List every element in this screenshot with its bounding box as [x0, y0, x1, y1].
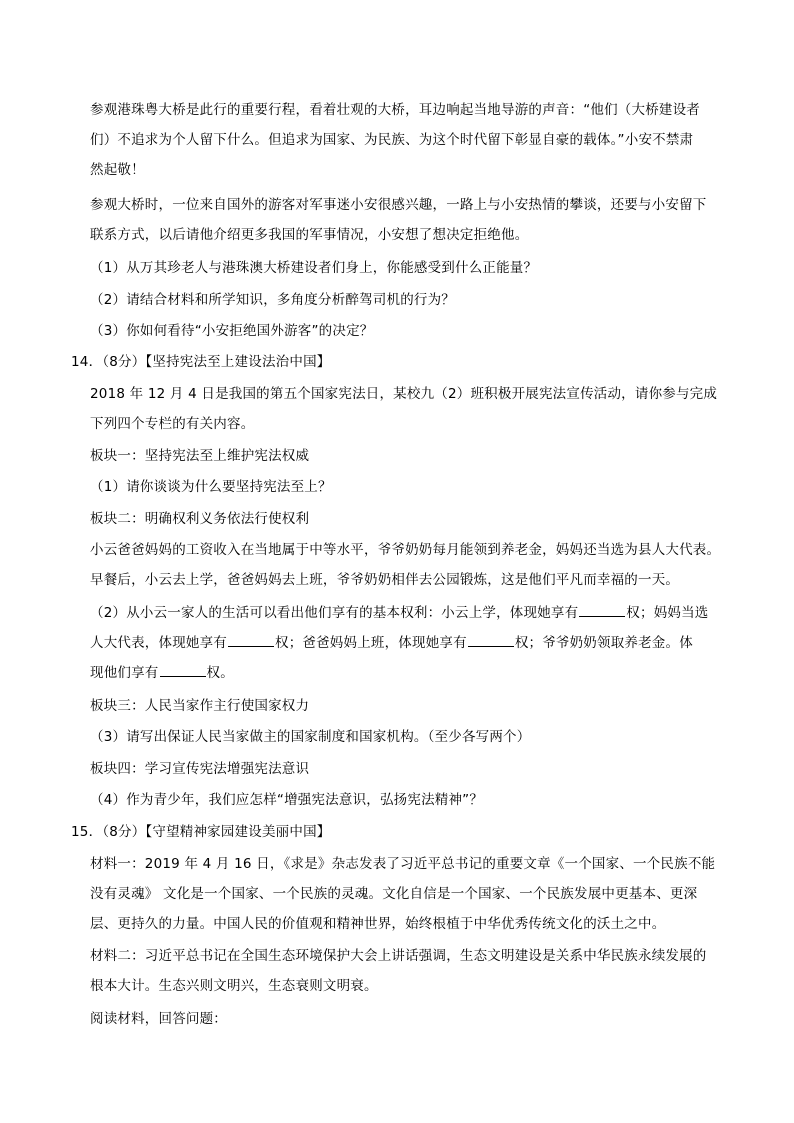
q15-material1-line1: 材料一：2019 年 4 月 16 日，《求是》杂志发表了习近平总书记的重要文章《一个国家、一个民族不能: [90, 856, 716, 872]
q14-intro-line1: 2018 年 12 月 4 日是我国的第五个国家宪法日，某校九（2）班积极开展宪法宣传活动，请你参与完成: [90, 386, 718, 402]
q14-intro-line2: 下列四个专栏的有关内容。: [90, 416, 255, 432]
q14-q2-text-e: 权；爷爷奶奶领取养老金。体: [514, 635, 693, 651]
q14-q2-text-c: 人大代表，体现她享有: [90, 635, 227, 651]
q14-q2-text-a: （2）从小云一家人的生活可以看出他们享有的基本权利：小云上学，体现她享有: [90, 605, 579, 621]
q14-block3-title: 板块三：人民当家作主行使国家权力: [90, 698, 310, 714]
q15-material1-line3: 层、更持久的力量。中国人民的价值观和精神世界，始终根植于中华优秀传统文化的沃土之中。: [90, 916, 666, 932]
q14-block2-question-line1: [90, 603, 709, 623]
q14-block3-question: （3）请写出保证人民当家做主的国家制度和国家机构。（至少各写两个）: [90, 729, 531, 745]
q13-question1: （1）从万其珍老人与港珠澳大桥建设者们身上，你能感受到什么正能量？: [90, 260, 538, 276]
q14-block2-text-line2: 早餐后，小云去上学，爸爸妈妈去上班，爷爷奶奶相伴去公园锻炼，这是他们平凡而幸福的一天。: [90, 572, 680, 588]
q14-block2-question-line3: [90, 663, 234, 683]
answer-blank-3[interactable]: [468, 633, 514, 647]
q14-q2-text-d: 权；爸爸妈妈上班，体现她享有: [275, 635, 467, 651]
q14-block2-title: 板块二：明确权利义务依法行使权利: [90, 511, 310, 527]
q15-material2-line2: 根本大计。生态兴则文明兴，生态衰则文明衰。: [90, 978, 378, 994]
q13-paragraph2-line2: 联系方式，以后请他介绍更多我国的军事情况，小安想了想决定拒绝他。: [90, 227, 529, 243]
q14-q2-text-g: 权。: [206, 665, 234, 681]
answer-blank-1[interactable]: [579, 603, 625, 617]
q13-paragraph2-line1: 参观大桥时，一位来自国外的游客对军事迷小安很感兴趣，一路上与小安热情的攀谈，还要与小安留下: [90, 197, 707, 213]
q13-question3: （3）你如何看待“小安拒绝国外游客”的决定？: [90, 323, 374, 339]
q13-paragraph1-line1: 参观港珠粤大桥是此行的重要行程，看着壮观的大桥，耳边响起当地导游的声音：“他们（大桥建设者: [90, 102, 700, 118]
q14-block2-question-line2: [90, 633, 693, 653]
q14-block2-text-line1: 小云爸爸妈妈的工资收入在当地属于中等水平，爷爷奶奶每月能领到养老金，妈妈还当选为县人大代表。: [90, 542, 721, 558]
q13-paragraph1-line3: 然起敬！: [90, 162, 145, 178]
q14-q2-text-b: 权；妈妈当选: [626, 605, 709, 621]
q14-heading: 14．（8分）【坚持宪法至上建设法治中国】: [71, 354, 331, 370]
q15-material1-line2: 没有灵魂》 文化是一个国家、一个民族的灵魂。文化自信是一个国家、一个民族发展中更基本、更深: [90, 886, 698, 902]
q13-question2: （2）请结合材料和所学知识，多角度分析醉驾司机的行为？: [90, 292, 455, 308]
q15-material2-line1: 材料二：习近平总书记在全国生态环境保护大会上讲话强调，生态文明建设是关系中华民族永续发展的: [90, 948, 707, 964]
q14-q2-text-f: 现他们享有: [90, 665, 159, 681]
q14-block4-title: 板块四：学习宣传宪法增强宪法意识: [90, 761, 310, 777]
q15-read-instruction: 阅读材料，回答问题：: [90, 1011, 227, 1027]
q14-block1-question: （1）请你谈谈为什么要坚持宪法至上？: [90, 479, 332, 495]
q13-paragraph1-line2: 们）不追求为个人留下什么。但追求为国家、为民族、为这个时代留下彰显自豪的载体。”小安不禁肃: [90, 132, 694, 148]
q15-heading: 15．（8分）【守望精神家园建设美丽中国】: [71, 824, 331, 840]
answer-blank-2[interactable]: [228, 633, 274, 647]
q14-block4-question: （4）作为青少年，我们应怎样“增强宪法意识，弘扬宪法精神”？: [90, 792, 484, 808]
answer-blank-4[interactable]: [160, 663, 206, 677]
q14-block1-title: 板块一：坚持宪法至上维护宪法权威: [90, 448, 310, 464]
